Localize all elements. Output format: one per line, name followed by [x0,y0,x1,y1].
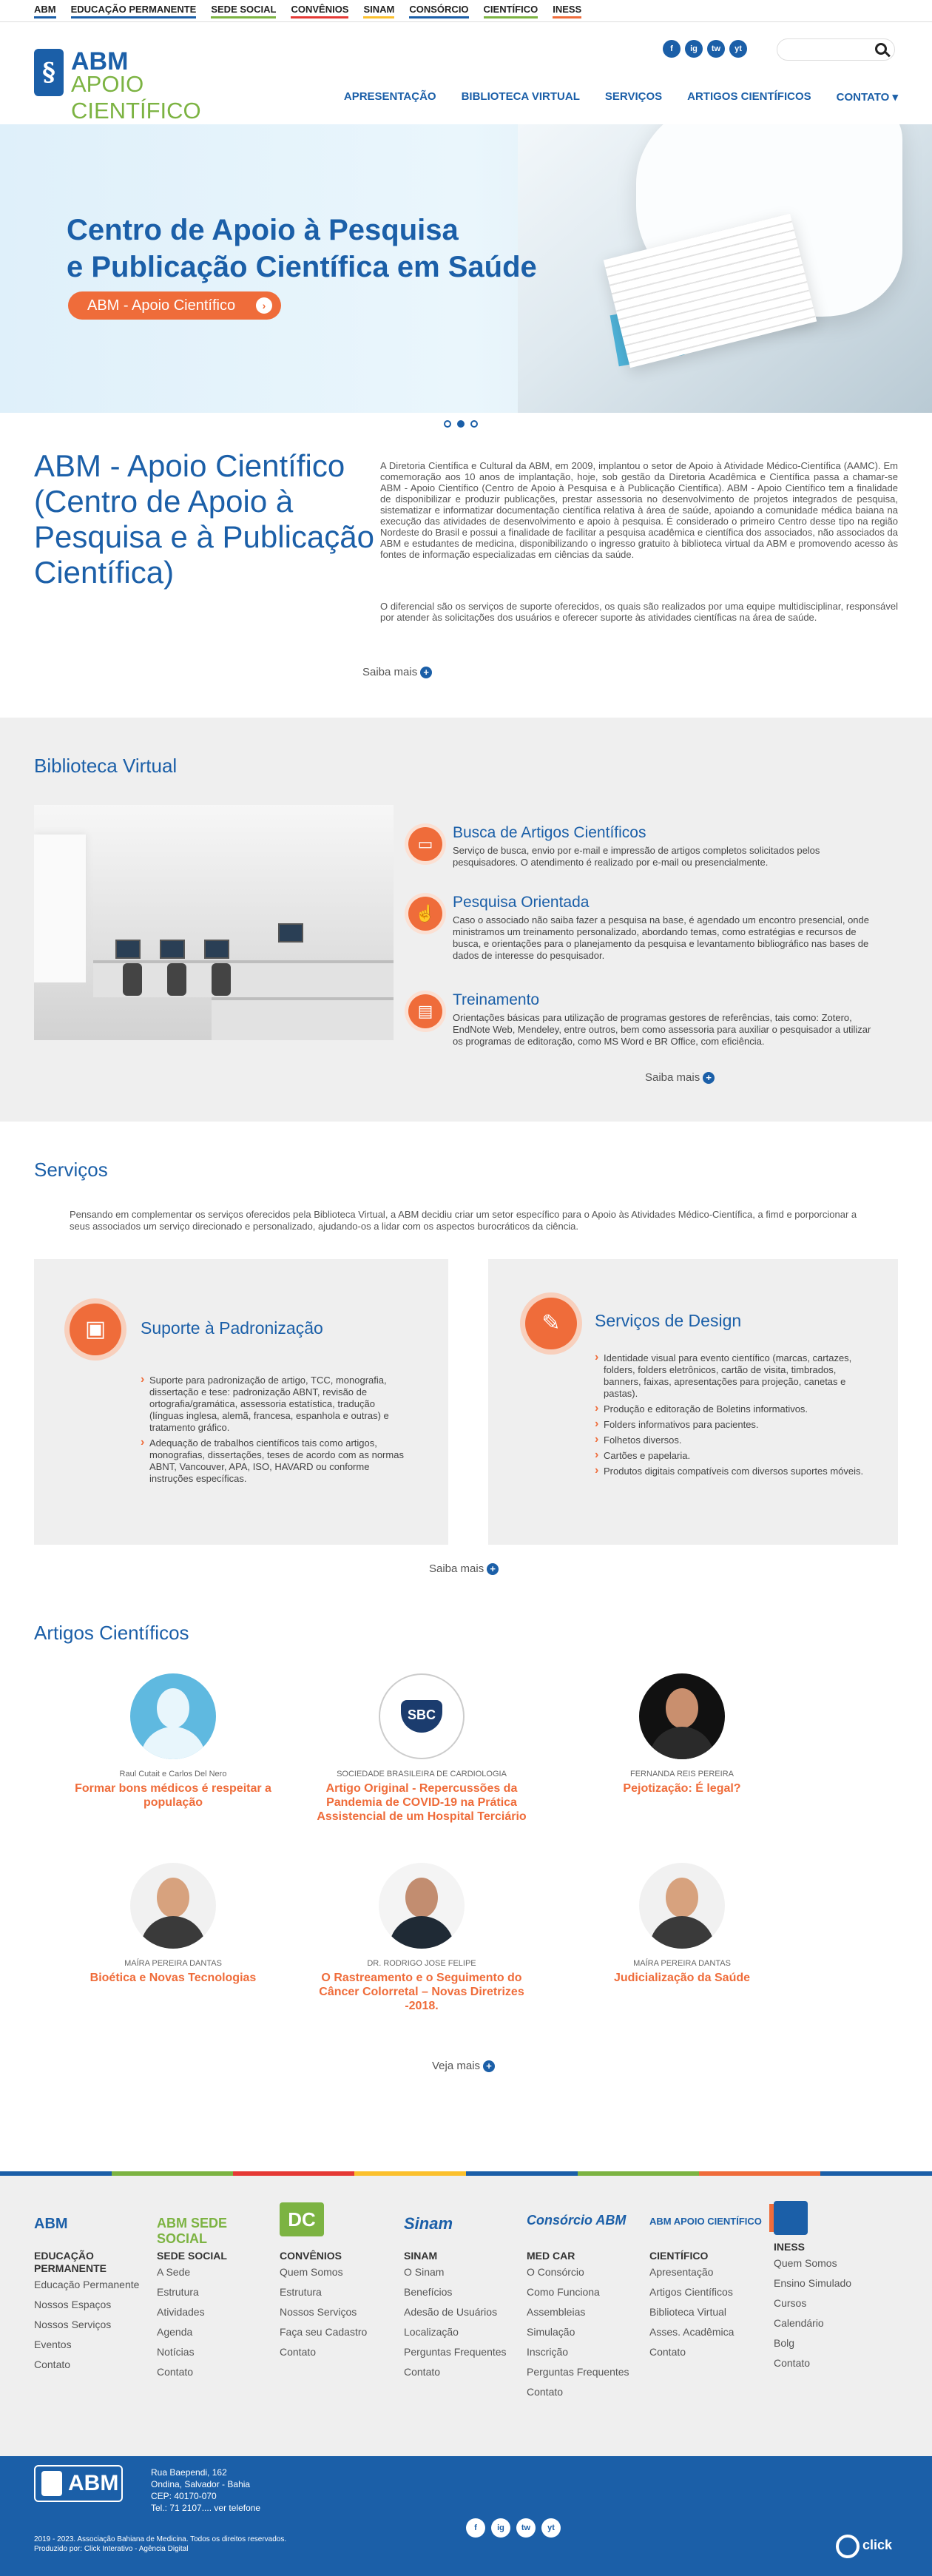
hero-button-label: ABM - Apoio Científico [87,297,236,314]
facebook-icon[interactable]: f [663,40,681,58]
footer-link[interactable]: Nossos Serviços [34,2319,112,2330]
footer-link[interactable]: Nossos Espaços [34,2299,112,2310]
address-block [151,2467,260,2514]
logo-mark-icon: § [34,49,64,96]
nav-servicos[interactable]: SERVIÇOS [604,90,663,103]
intro-section [0,436,932,718]
article-author: FERNANDA REIS PEREIRA [630,1770,734,1778]
design-icon: ✎ [525,1298,577,1349]
footer-link[interactable]: Simulação [527,2326,575,2338]
plus-icon: + [487,1563,499,1575]
article-author: DR. RODRIGO JOSE FELIPE [367,1959,476,1968]
facebook-icon[interactable]: f [466,2518,485,2538]
footer-link[interactable]: Perguntas Frequentes [527,2366,629,2378]
service-title: Treinamento [453,991,540,1008]
list-item: › Cartões e papelaria. [595,1450,873,1462]
search-input[interactable] [777,38,895,61]
hand-pointer-icon: ☝ [408,897,442,931]
top-link-convenios[interactable]: CONVÊNIOS [291,4,348,18]
article-card[interactable] [311,1863,533,2013]
monitor-icon: ▤ [408,994,442,1028]
footer-col-sinam [404,2198,522,2382]
biblioteca-section [0,718,932,1122]
artigos-more-link[interactable]: Veja mais + [432,2060,495,2072]
footer-link[interactable]: Calendário [774,2317,824,2329]
servicos-section [0,1122,932,1595]
article-card[interactable] [311,1673,533,1824]
carousel-dots [444,420,478,428]
footer-link[interactable]: Eventos [34,2339,72,2350]
card-title: Suporte à Padronização [141,1318,323,1338]
intro-paragraph: O diferencial são os serviços de suporte oferecidos, os quais são realizados por uma equipe multidisciplinar, responsável por atender às solicitações dos usuários e oferecer suporte às atividades científicas na área de saúde. [380,601,898,623]
nav-apresentacao[interactable]: APRESENTAÇÃO [343,90,436,103]
list-item: › Identidade visual para evento científico (marcas, cartazes, folders, folders eletrônicos, cartão de visita, timbrados, banners, faixas, apresentações para projeção, canetas e pastas). [595,1352,873,1400]
intro-title: ABM - Apoio Científico (Centro de Apoio à Pesquisa e à Publicação Científica) [34,448,374,590]
author-avatar [639,1673,725,1759]
twitter-icon[interactable]: tw [516,2518,536,2538]
top-links-bar [0,0,932,22]
footer-col-educacao [34,2198,152,2375]
bottom-logo[interactable]: ABM [34,2465,123,2502]
footer-link[interactable]: Contato [649,2346,686,2358]
service-text: Orientações básicas para utilização de programas gestores de referências, tais como: Zotero, EndNote Web, Mendeley, entre outros, bem como assessoria para auxiliar o pesquisador a utilizar os programas de editoração, como MS Word e BR Office, com eficiência. [453,1012,871,1047]
top-link-iness[interactable]: INESS [553,4,581,18]
sbc-logo: SBC [379,1673,465,1759]
footer-logo-sinam[interactable]: Sinam [404,2214,453,2233]
footer-col-title: EDUCAÇÃO PERMANENTE [34,2250,107,2274]
servicos-more-link[interactable]: Saiba mais + [429,1562,499,1575]
nav-biblioteca[interactable]: BIBLIOTECA VIRTUAL [461,90,580,103]
service-text: Serviço de busca, envio por e-mail e impressão de artigos completos solicitados pelos pesquisadores. O atendimento é realizado por e-mail ou presencialmente. [453,845,820,868]
article-card[interactable] [62,1863,284,1985]
article-title[interactable]: Pejotização: É legal? [623,1782,741,1795]
footer-social-links [466,2518,561,2538]
list-item: › Suporte para padronização de artigo, TCC, monografia, dissertação e tese: padronização ABNT, revisão de ortografia/gramática, assessoria estatística, tradução (línguas inglesa, alemã, francesa, espanhola e outras) e tratamento gráfico. [141,1375,407,1434]
intro-more-link[interactable]: Saiba mais + [362,666,432,678]
footer-link[interactable]: Contato [157,2366,194,2378]
article-author: SOCIEDADE BRASILEIRA DE CARDIOLOGIA [337,1770,507,1778]
footer-link[interactable]: Estrutura [280,2286,322,2298]
site-logo[interactable] [34,47,278,124]
plus-icon: + [483,2060,495,2072]
footer-link[interactable]: Como Funciona [527,2286,600,2298]
footer-link[interactable]: Nossos Serviços [280,2306,357,2318]
site-footer [0,2176,932,2456]
article-title[interactable]: Formar bons médicos é respeitar a população [75,1782,271,1809]
service-text: Caso o associado não saiba fazer a pesquisa na base, é agendado um encontro presencial, onde ministramos um treinamento personalizado, abordando temas, como estratégias e recursos de busca, e orientações para o planejamento da pesquisa e levantamento bibliográfico nas bases de dados de interesse do pesquisador. [453,914,869,961]
article-author: Raul Cutait e Carlos Del Nero [119,1770,227,1778]
footer-link[interactable]: Localização [404,2326,459,2338]
footer-link[interactable]: Biblioteca Virtual [649,2306,727,2318]
footer-col-convenios [280,2198,398,2362]
footer-col-cientifico [649,2198,768,2362]
footer-col-title: CONVÊNIOS [280,2250,342,2262]
article-author: MAÍRA PEREIRA DANTAS [124,1959,222,1968]
footer-col-sede [157,2198,275,2382]
instagram-icon[interactable]: ig [491,2518,510,2538]
list-item: › Produção e editoração de Boletins informativos. [595,1403,873,1415]
library-photo [34,805,394,1040]
footer-link[interactable]: Benefícios [404,2286,453,2298]
article-title[interactable]: O Rastreamento e o Seguimento do Câncer Colorretal – Novas Diretrizes -2018. [319,1972,524,2012]
author-avatar [379,1863,465,1949]
carousel-dot[interactable] [470,420,478,428]
service-title: Busca de Artigos Científicos [453,824,646,841]
carousel-dot-active[interactable] [457,420,465,428]
footer-logo-iness[interactable] [774,2198,892,2241]
footer-link[interactable]: O Sinam [404,2266,445,2278]
card-design [488,1259,898,1545]
artigos-section [0,1595,932,2172]
footer-link[interactable]: Quem Somos [280,2266,343,2278]
instagram-icon[interactable]: ig [685,40,703,58]
footer-link[interactable]: Contato [280,2346,317,2358]
copyright: 2019 - 2023. Associação Bahiana de Medicina. Todos os direitos reservados. Produzido por: Click Interativo - Agência Digital [34,2535,287,2553]
biblioteca-title: Biblioteca Virtual [34,755,178,777]
service-title: Pesquisa Orientada [453,894,590,911]
certificate-icon: ▣ [70,1304,121,1355]
artigos-title: Artigos Científicos [34,1622,189,1644]
top-link-consorcio[interactable]: CONSÓRCIO [409,4,468,18]
footer-link[interactable]: Faça seu Cadastro [280,2326,368,2338]
footer-link[interactable]: A Sede [157,2266,191,2278]
footer-link[interactable]: Contato [404,2366,441,2378]
logo-top-text: ABM [71,47,129,75]
biblioteca-more-link[interactable]: Saiba mais + [645,1071,715,1084]
footer-link[interactable]: Agenda [157,2326,193,2338]
footer-col-medcar [527,2198,645,2402]
top-link-sinam[interactable]: SINAM [363,4,394,18]
footer-link[interactable]: Contato [34,2358,71,2370]
article-card[interactable] [571,1863,793,1985]
footer-link[interactable]: Quem Somos [774,2257,837,2269]
twitter-icon[interactable]: tw [707,40,725,58]
footer-col-title: SINAM [404,2250,438,2262]
article-card[interactable] [571,1673,793,1796]
footer-link[interactable]: Asses. Acadêmica [649,2326,735,2338]
youtube-icon[interactable]: yt [729,40,747,58]
logo-bottom-text: APOIO CIENTÍFICO [71,71,201,124]
header-social-links [663,40,747,58]
footer-col-iness [774,2198,892,2373]
address-line: Ondina, Salvador - Bahia [151,2479,251,2489]
footer-link[interactable]: Ensino Simulado [774,2277,852,2289]
footer-link[interactable]: Artigos Científicos [649,2286,733,2298]
author-avatar [130,1673,216,1759]
footer-link[interactable]: O Consórcio [527,2266,584,2278]
hero-title: Centro de Apoio à Pesquisa e Publicação Científica em Saúde [67,214,537,283]
article-card[interactable] [62,1673,284,1810]
footer-link[interactable]: Contato [527,2386,564,2398]
article-title[interactable]: Bioética e Novas Tecnologias [90,1972,257,1984]
plus-icon: + [420,667,432,678]
footer-logo-consorcio[interactable]: Consórcio ABM [527,2213,627,2228]
top-link-educacao[interactable]: EDUCAÇÃO PERMANENTE [71,4,197,18]
list-item: › Produtos digitais compatíveis com diversos suportes móveis. [595,1466,873,1477]
author-avatar [130,1863,216,1949]
card-title: Serviços de Design [595,1311,742,1330]
youtube-icon[interactable]: yt [541,2518,561,2538]
abm-mark-icon [41,2471,62,2496]
card-list [141,1375,407,1488]
top-link-sede[interactable]: SEDE SOCIAL [211,4,276,18]
nav-artigos[interactable]: ARTIGOS CIENTÍFICOS [687,90,811,103]
hero-banner [0,124,932,413]
click-logo-icon [836,2535,860,2558]
footer-col-title: INESS [774,2241,806,2253]
arrow-right-icon: › [256,297,272,314]
intro-paragraph: A Diretoria Científica e Cultural da ABM, em 2009, implantou o setor de Apoio à Atividade Médico-Científica (AAMC). Em comemoração aos 10 anos de implantação, hoje, sob gestão da Diretoria Acadêmica e Científica passa a chamar-se ABM - Apoio Científico (Centro de Apoio à Pesquisa e à Publicação Científica). ABM - Apoio Científico tem a finalidade de disponibilizar e produzir publicações, prestar assessoria no desenvolvimento de projetos integrados de pesquisa, sistematizar e informatizar documentação científica relativa à área de saúde, apoiando a comunidade médica baiana na execução das atividades de desenvolvimento e apoio à pesquisa. É considerado o primeiro Centro desse tipo na região Nordeste do Brasil e possui a finalidade de facilitar a pesquisa acadêmica e científica dos associados, não associados da ABM e estudantes de medicina, disponibilizando o ingresso gratuito à biblioteca virtual da ABM e promovendo acesso às fontes de informação especializadas em ciências da saúde. [380,460,898,560]
footer-link[interactable]: Perguntas Frequentes [404,2346,507,2358]
hero-button[interactable] [68,291,281,320]
footer-logo-cientifico[interactable]: ABM APOIO CIENTÍFICO [649,2216,762,2227]
article-title[interactable]: Artigo Original - Repercussões da Pandemia de COVID-19 na Prática Assistencial de um Hospital Terciário [317,1782,527,1823]
footer-link[interactable]: Bolg [774,2337,795,2349]
footer-link[interactable]: Apresentação [649,2266,714,2278]
footer-link[interactable]: Estrutura [157,2286,199,2298]
site-header [0,22,932,124]
address-line: CEP: 40170-070 [151,2491,217,2501]
footer-link[interactable]: Atividades [157,2306,205,2318]
footer-col-title: MED CAR [527,2250,575,2262]
search-icon[interactable] [875,43,887,55]
footer-logo-sede[interactable]: ABM SEDE SOCIAL [157,2216,228,2246]
top-link-abm[interactable]: ABM [34,4,56,18]
servicos-title: Serviços [34,1159,108,1181]
top-links [34,0,581,22]
bottom-bar [0,2456,932,2576]
footer-logo-dc[interactable]: DC [280,2198,398,2250]
servicos-lead: Pensando em complementar os serviços oferecidos pela Biblioteca Virtual, a ABM decidiu criar um setor específico para o Apoio às Atividades Médico-Científica, a fimd e porporcionar a seus associados um serviço direcionado e personalizado, ajudando-os a lidar com os aspectos burocráticos da ciência. [70,1209,857,1232]
footer-logo-abm[interactable]: ABM [34,2216,68,2232]
laptop-icon: ▭ [408,827,442,861]
main-nav [344,90,898,104]
footer-col-title: SEDE SOCIAL [157,2250,227,2262]
footer-link[interactable]: Notícias [157,2346,195,2358]
top-link-cientifico[interactable]: CIENTÍFICO [484,4,538,18]
nav-contato[interactable]: CONTATO ▾ [836,91,898,104]
hero-image [518,124,932,413]
plus-icon: + [703,1072,715,1084]
footer-link[interactable]: Assembleias [527,2306,586,2318]
card-list [595,1352,873,1481]
phone-line[interactable]: Tel.: 71 2107.... ver telefone [151,2503,261,2513]
footer-link[interactable]: Inscrição [527,2346,569,2358]
footer-link[interactable]: Adesão de Usuários [404,2306,498,2318]
list-item: › Folhetos diversos. [595,1434,873,1446]
footer-col-title: CIENTÍFICO [649,2250,709,2262]
list-item: › Folders informativos para pacientes. [595,1419,873,1431]
carousel-dot[interactable] [444,420,451,428]
agency-logo[interactable]: click [836,2535,895,2561]
footer-link[interactable]: Educação Permanente [34,2279,140,2290]
footer-link[interactable]: Cursos [774,2297,807,2309]
list-item: › Adequação de trabalhos científicos tais como artigos, monografias, dissertações, teses de acordo com as normas ABNT, Vancouver, APA, ISO, HAVARD ou conforme instruções específicas. [141,1437,407,1485]
footer-link[interactable]: Contato [774,2357,811,2369]
address-line: Rua Baependi, 162 [151,2467,227,2478]
card-padronizacao [34,1259,448,1545]
article-title[interactable]: Judicialização da Saúde [613,1972,751,1984]
article-author: MAÍRA PEREIRA DANTAS [633,1959,731,1968]
author-avatar [639,1863,725,1949]
